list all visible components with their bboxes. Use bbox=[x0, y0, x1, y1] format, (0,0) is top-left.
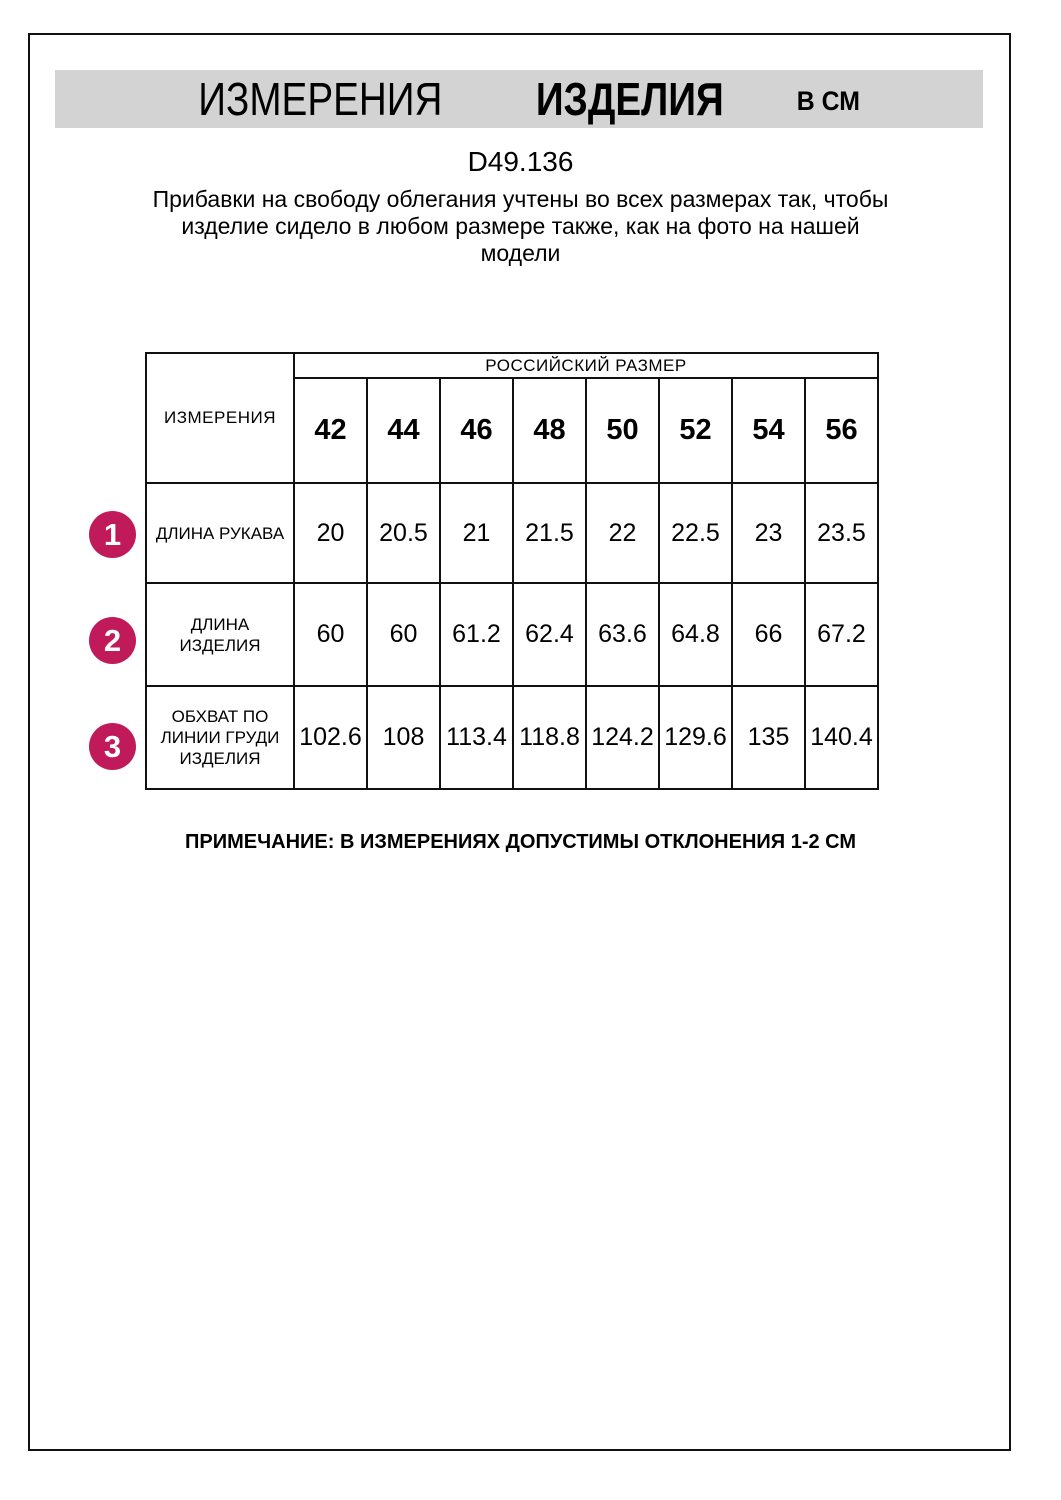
size-table bbox=[145, 352, 879, 790]
table-group-header-row bbox=[146, 353, 878, 378]
table-cell: 20 bbox=[294, 483, 367, 583]
size-header: 48 bbox=[513, 378, 586, 483]
table-row-chest-girth bbox=[146, 686, 878, 789]
table-cell: 67.2 bbox=[805, 583, 878, 686]
table-cell: 66 bbox=[732, 583, 805, 686]
product-code: D49.136 bbox=[467, 146, 574, 177]
table-cell: 23.5 bbox=[805, 483, 878, 583]
table-row-item-length bbox=[146, 583, 878, 686]
row-number-badge-2: 2 bbox=[89, 617, 136, 664]
title-unit: В СМ bbox=[796, 85, 860, 116]
title-banner bbox=[55, 70, 983, 128]
title-word-measurements: ИЗМЕРЕНИЯ bbox=[198, 73, 443, 125]
fit-description-line: Прибавки на свободу облегания учтены во всех размерах так, чтобы bbox=[152, 186, 889, 212]
table-cell: 21 bbox=[440, 483, 513, 583]
row-label: ОБХВАТ ПО ЛИНИИ ГРУДИ ИЗДЕЛИЯ bbox=[146, 686, 294, 789]
table-cell: 102.6 bbox=[294, 686, 367, 789]
size-header: 46 bbox=[440, 378, 513, 483]
tolerance-note: ПРИМЕЧАНИЕ: В ИЗМЕРЕНИЯХ ДОПУСТИМЫ ОТКЛОНЕНИЯ 1-2 СМ bbox=[185, 831, 856, 853]
table-cell: 124.2 bbox=[586, 686, 659, 789]
row-number-badge-1: 1 bbox=[89, 511, 136, 558]
table-cell: 60 bbox=[294, 583, 367, 686]
table-cell: 118.8 bbox=[513, 686, 586, 789]
table-cell: 135 bbox=[732, 686, 805, 789]
table-cell: 22 bbox=[586, 483, 659, 583]
row-label: ДЛИНА РУКАВА bbox=[146, 483, 294, 583]
size-header: 54 bbox=[732, 378, 805, 483]
table-cell: 108 bbox=[367, 686, 440, 789]
table-cell: 64.8 bbox=[659, 583, 732, 686]
table-cell: 60 bbox=[367, 583, 440, 686]
table-cell: 113.4 bbox=[440, 686, 513, 789]
row-number-badge-3: 3 bbox=[89, 723, 136, 770]
size-header: 44 bbox=[367, 378, 440, 483]
table-cell: 129.6 bbox=[659, 686, 732, 789]
table-cell: 22.5 bbox=[659, 483, 732, 583]
size-header: 56 bbox=[805, 378, 878, 483]
row-label: ДЛИНА ИЗДЕЛИЯ bbox=[146, 583, 294, 686]
table-cell: 21.5 bbox=[513, 483, 586, 583]
size-header: 50 bbox=[586, 378, 659, 483]
table-cell: 61.2 bbox=[440, 583, 513, 686]
size-header: 42 bbox=[294, 378, 367, 483]
fit-description bbox=[0, 186, 1041, 267]
table-cell: 62.4 bbox=[513, 583, 586, 686]
table-cell: 140.4 bbox=[805, 686, 878, 789]
title-word-product: ИЗДЕЛИЯ bbox=[536, 73, 725, 125]
size-header: 52 bbox=[659, 378, 732, 483]
table-row-sleeve-length bbox=[146, 483, 878, 583]
table-cell: 63.6 bbox=[586, 583, 659, 686]
table-cell: 23 bbox=[732, 483, 805, 583]
table-corner-label: ИЗМЕРЕНИЯ bbox=[146, 353, 294, 483]
table-cell: 20.5 bbox=[367, 483, 440, 583]
fit-description-line: изделие сидело в любом размере также, как на фото на нашей bbox=[181, 213, 860, 239]
fit-description-line: модели bbox=[480, 240, 561, 266]
table-group-header: РОССИЙСКИЙ РАЗМЕР bbox=[294, 353, 878, 378]
